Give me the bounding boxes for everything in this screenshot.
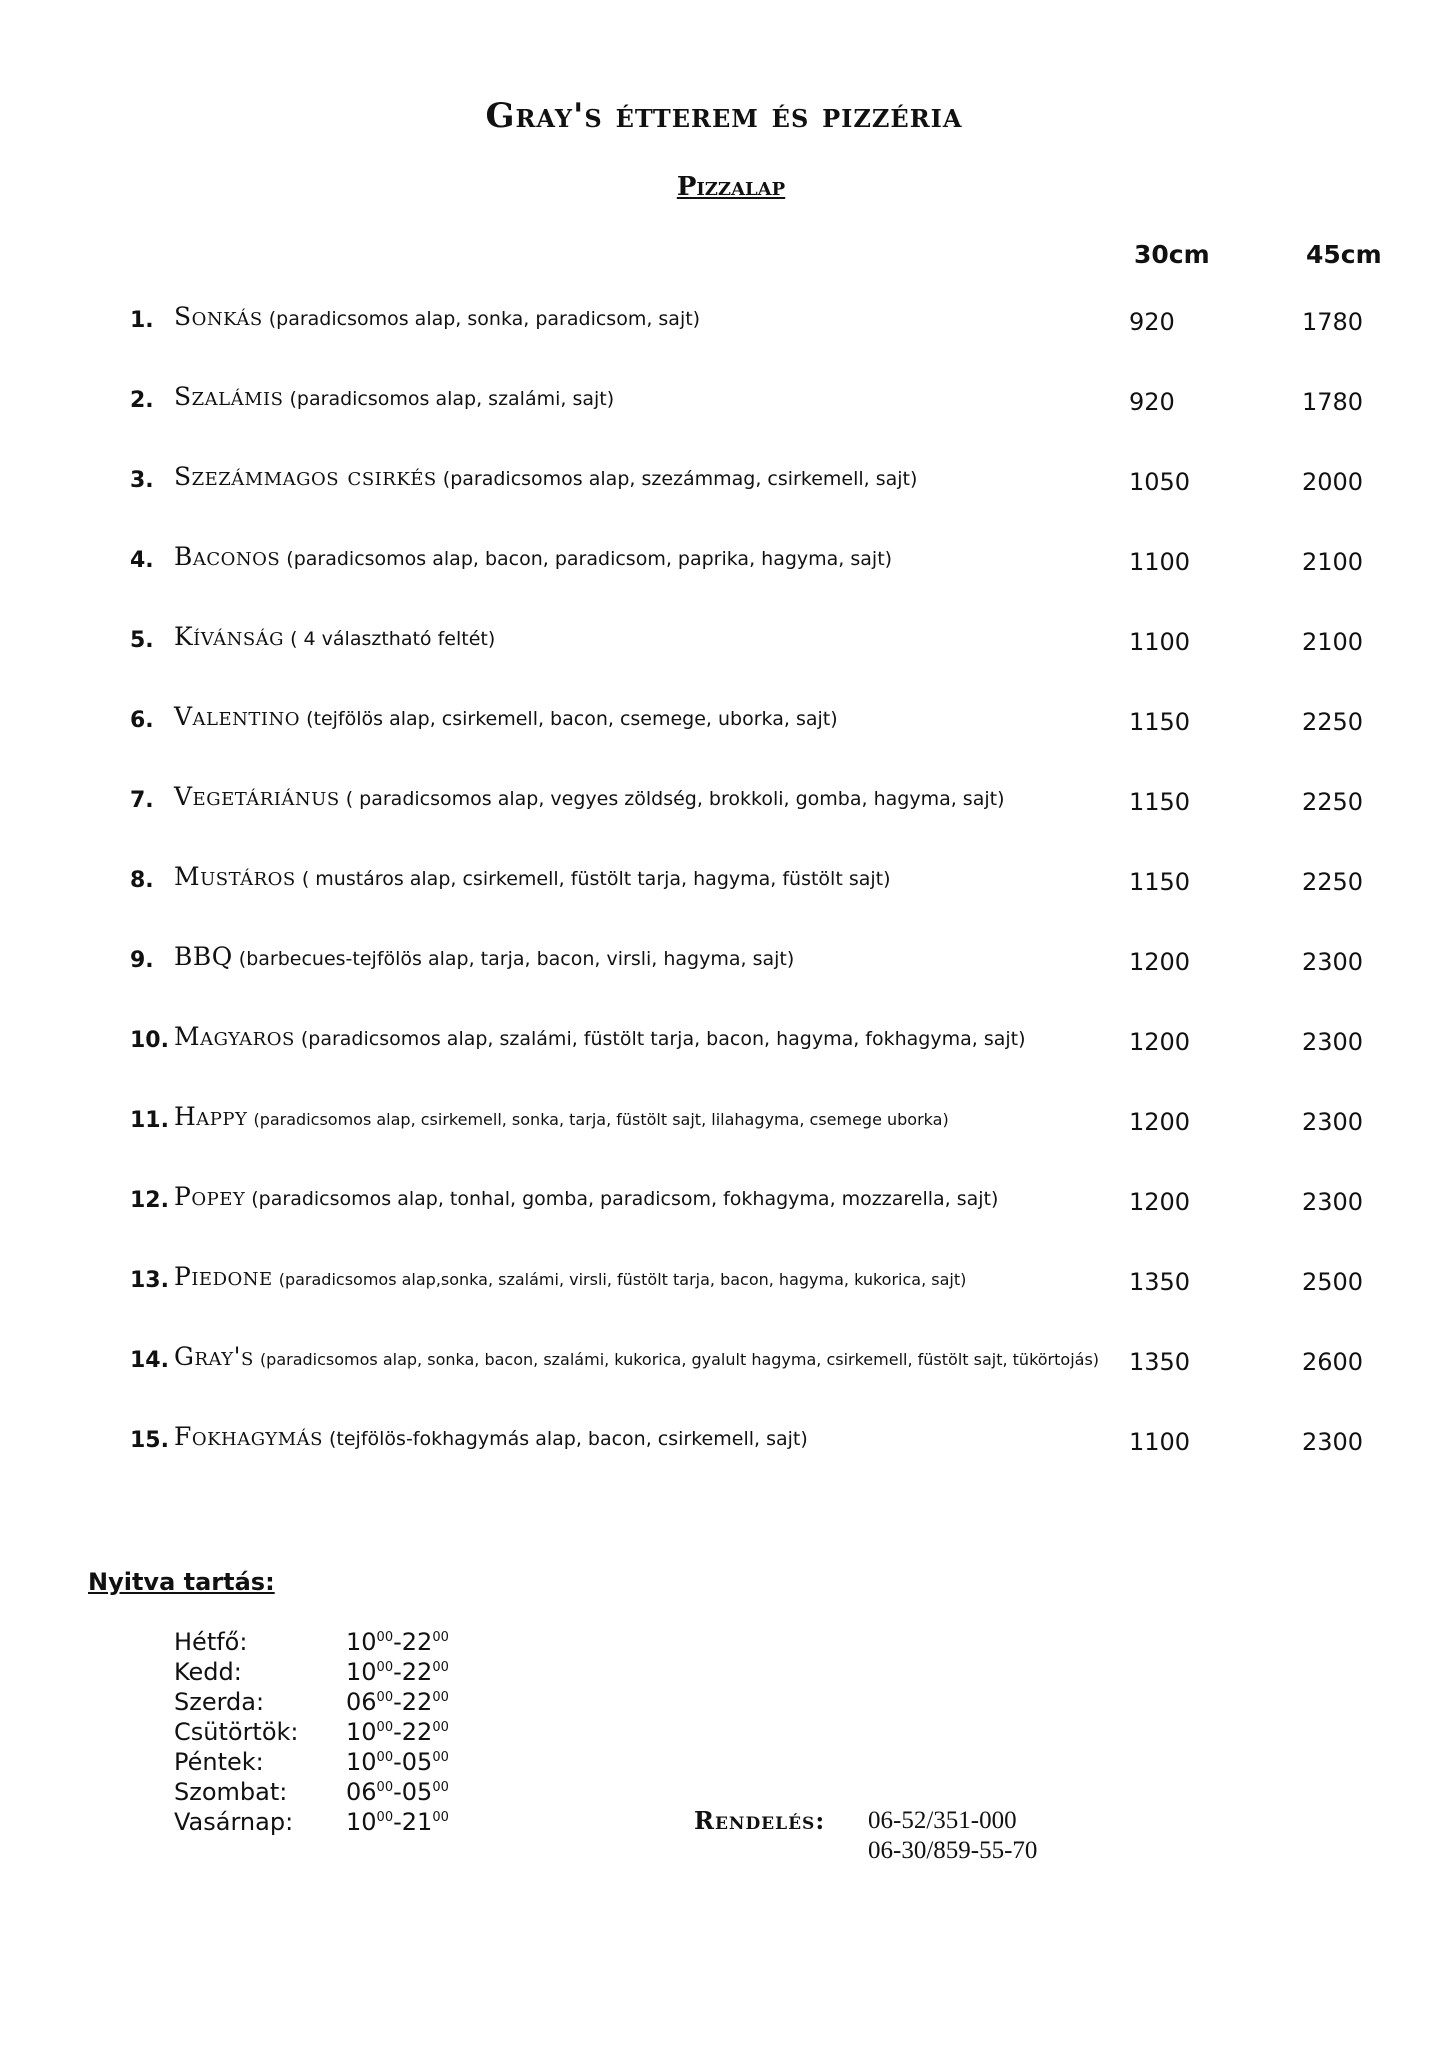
menu-item-description — [174, 1022, 1026, 1051]
column-header-30cm: 30cm — [1134, 240, 1210, 269]
menu-item-name: Szezámmagos csirkés — [174, 462, 437, 491]
menu-item-description — [174, 382, 614, 411]
menu-item-name: Piedone — [174, 1262, 273, 1291]
menu-item-number: 12. — [130, 1188, 169, 1213]
menu-item-name: Valentino — [174, 702, 301, 731]
menu-item-number: 2. — [130, 388, 154, 413]
price-45cm: 1780 — [1302, 388, 1364, 416]
price-30cm: 1150 — [1129, 708, 1191, 736]
close-hour: 22 — [401, 1658, 433, 1686]
menu-item — [0, 460, 1448, 504]
price-45cm: 2100 — [1302, 548, 1364, 576]
price-30cm: 1100 — [1129, 548, 1191, 576]
menu-item — [0, 1100, 1448, 1144]
menu-item-ingredients: (paradicsomos alap, sonka, bacon, szalámi, kukorica, gyalult hagyma, csirkemell, füstölt sajt, tükörtojás) — [259, 1350, 1100, 1369]
hours-range: $06^{00}-22^{00}$ — [346, 1688, 449, 1716]
menu-item-description — [174, 462, 917, 491]
hours-range: $10^{00}-05^{00}$ — [346, 1748, 449, 1776]
close-minute: 00 — [432, 1660, 449, 1675]
open-hour: 06 — [346, 1688, 377, 1716]
menu-item-description — [174, 1422, 808, 1451]
open-minute: 00 — [376, 1750, 394, 1765]
price-30cm: 1200 — [1129, 1108, 1191, 1136]
price-30cm: 1350 — [1129, 1348, 1191, 1376]
hours-range: $10^{00}-22^{00}$ — [346, 1628, 449, 1656]
open-minute: 00 — [376, 1780, 394, 1795]
menu-item-description — [174, 302, 700, 331]
menu-item-name: Gray's — [174, 1342, 254, 1371]
price-45cm: 2250 — [1302, 708, 1364, 736]
menu-item — [0, 1020, 1448, 1064]
menu-item-description — [174, 1262, 966, 1291]
price-30cm: 1200 — [1129, 1188, 1191, 1216]
day-label: Kedd: — [174, 1658, 242, 1686]
menu-item-ingredients: (tejfölös-fokhagymás alap, bacon, csirkemell, sajt) — [329, 1428, 808, 1450]
phone-number: 06-52/351-000 — [868, 1807, 1017, 1834]
menu-item-name: Vegetáriánus — [174, 782, 340, 811]
close-hour: 22 — [401, 1628, 433, 1656]
menu-item-ingredients: (paradicsomos alap,sonka, szalámi, virsli, füstölt tarja, bacon, hagyma, kukorica, sajt) — [278, 1270, 967, 1289]
menu-item-name: Szalámis — [174, 382, 284, 411]
menu-item — [0, 1420, 1448, 1464]
menu-item-ingredients: ( mustáros alap, csirkemell, füstölt tarja, hagyma, füstölt sajt) — [301, 868, 891, 890]
open-hour: 10 — [346, 1808, 377, 1836]
price-45cm: 2300 — [1302, 1428, 1364, 1456]
menu-item-description — [174, 862, 891, 891]
close-minute: 00 — [432, 1720, 449, 1735]
menu-item — [0, 540, 1448, 584]
page-title: Gray's étterem és pizzéria — [485, 96, 963, 136]
order-phones — [868, 1806, 1037, 1866]
close-minute: 00 — [432, 1750, 449, 1765]
menu-item-name: Sonkás — [174, 302, 263, 331]
open-minute: 00 — [376, 1690, 394, 1705]
menu-item-description — [174, 782, 1004, 811]
menu-item-description — [174, 622, 495, 651]
menu-item-number: 3. — [130, 468, 154, 493]
price-30cm: 1150 — [1129, 868, 1191, 896]
menu-item — [0, 620, 1448, 664]
close-minute: 00 — [432, 1630, 449, 1645]
menu-item-number: 14. — [130, 1348, 169, 1373]
menu-item-name: Popey — [174, 1182, 246, 1211]
open-hour: 06 — [346, 1778, 377, 1806]
close-hour: 05 — [401, 1748, 433, 1776]
menu-item — [0, 1180, 1448, 1224]
price-30cm: 1200 — [1129, 1028, 1191, 1056]
day-label: Péntek: — [174, 1748, 264, 1776]
menu-item-name: Kívánság — [174, 622, 285, 651]
close-hour: 05 — [401, 1778, 433, 1806]
close-hour: 22 — [401, 1688, 433, 1716]
menu-item-description — [174, 542, 892, 571]
menu-item-description — [174, 1342, 1099, 1371]
phone-number: 06-30/859-55-70 — [868, 1837, 1038, 1864]
menu-item — [0, 700, 1448, 744]
menu-item-name: Happy — [174, 1102, 248, 1131]
menu-item-number: 6. — [130, 708, 154, 733]
day-label: Szombat: — [174, 1778, 288, 1806]
menu-item-number: 13. — [130, 1268, 169, 1293]
menu-item-description — [174, 942, 794, 971]
menu-item-ingredients: (paradicsomos alap, sonka, paradicsom, sajt) — [268, 308, 701, 330]
price-45cm: 2300 — [1302, 948, 1364, 976]
day-label: Csütörtök: — [174, 1718, 299, 1746]
menu-item — [0, 380, 1448, 424]
menu-item-number: 5. — [130, 628, 154, 653]
close-minute: 00 — [432, 1780, 449, 1795]
menu-item — [0, 1340, 1448, 1384]
opening-hours-title: Nyitva tartás: — [88, 1568, 275, 1596]
open-minute: 00 — [376, 1630, 394, 1645]
menu-item-ingredients: (paradicsomos alap, bacon, paradicsom, paprika, hagyma, sajt) — [286, 548, 893, 570]
price-30cm: 1050 — [1129, 468, 1191, 496]
menu-item-number: 8. — [130, 868, 154, 893]
menu-item — [0, 940, 1448, 984]
menu-item-description — [174, 1182, 998, 1211]
menu-item-name: Fokhagymás — [174, 1422, 323, 1451]
open-minute: 00 — [376, 1660, 394, 1675]
open-minute: 00 — [376, 1810, 394, 1825]
menu-item-number: 4. — [130, 548, 154, 573]
price-45cm: 2250 — [1302, 788, 1364, 816]
price-45cm: 2100 — [1302, 628, 1364, 656]
price-30cm: 1100 — [1129, 1428, 1191, 1456]
menu-item-ingredients: (paradicsomos alap, szalámi, füstölt tarja, bacon, hagyma, fokhagyma, sajt) — [300, 1028, 1026, 1050]
price-45cm: 2000 — [1302, 468, 1364, 496]
price-30cm: 920 — [1129, 308, 1175, 336]
open-hour: 10 — [346, 1748, 377, 1776]
menu-item-number: 7. — [130, 788, 154, 813]
menu-item-name: Baconos — [174, 542, 281, 571]
menu-item — [0, 300, 1448, 344]
open-hour: 10 — [346, 1718, 377, 1746]
hours-range: $06^{00}-05^{00}$ — [346, 1778, 449, 1806]
price-45cm: 2600 — [1302, 1348, 1364, 1376]
menu-item-ingredients: (paradicsomos alap, tonhal, gomba, paradicsom, fokhagyma, mozzarella, sajt) — [251, 1188, 999, 1210]
menu-item-description — [174, 1102, 949, 1131]
hours-range: $10^{00}-22^{00}$ — [346, 1718, 449, 1746]
hours-range: $10^{00}-21^{00}$ — [346, 1808, 449, 1836]
menu-item-description — [174, 702, 838, 731]
price-45cm: 2300 — [1302, 1108, 1364, 1136]
menu-item — [0, 1260, 1448, 1304]
menu-item-ingredients: (tejfölös alap, csirkemell, bacon, csemege, uborka, sajt) — [306, 708, 838, 730]
menu-item-name: BBQ — [174, 942, 233, 971]
menu-item-ingredients: ( 4 választható feltét) — [290, 628, 496, 650]
price-30cm: 1150 — [1129, 788, 1191, 816]
price-45cm: 2300 — [1302, 1188, 1364, 1216]
menu-item-number: 11. — [130, 1108, 169, 1133]
open-hour: 10 — [346, 1658, 377, 1686]
open-minute: 00 — [376, 1720, 394, 1735]
menu-item-name: Mustáros — [174, 862, 296, 891]
menu-item-name: Magyaros — [174, 1022, 295, 1051]
order-label: Rendelés: — [694, 1806, 826, 1835]
menu-item-ingredients: (paradicsomos alap, szalámi, sajt) — [289, 388, 615, 410]
price-30cm: 1200 — [1129, 948, 1191, 976]
close-minute: 00 — [432, 1810, 449, 1825]
menu-item-number: 9. — [130, 948, 154, 973]
day-label: Vasárnap: — [174, 1808, 294, 1836]
close-hour: 22 — [401, 1718, 433, 1746]
price-30cm: 920 — [1129, 388, 1175, 416]
price-45cm: 1780 — [1302, 308, 1364, 336]
day-label: Hétfő: — [174, 1628, 248, 1656]
menu-item-number: 1. — [130, 308, 154, 333]
price-30cm: 1350 — [1129, 1268, 1191, 1296]
price-45cm: 2500 — [1302, 1268, 1364, 1296]
price-45cm: 2300 — [1302, 1028, 1364, 1056]
hours-range: $10^{00}-22^{00}$ — [346, 1658, 449, 1686]
menu-item-ingredients: (barbecues-tejfölös alap, tarja, bacon, virsli, hagyma, sajt) — [238, 948, 795, 970]
menu-item-ingredients: ( paradicsomos alap, vegyes zöldség, brokkoli, gomba, hagyma, sajt) — [345, 788, 1005, 810]
menu-item — [0, 780, 1448, 824]
column-header-45cm: 45cm — [1306, 240, 1382, 269]
section-title: Pizzalap — [676, 172, 786, 202]
price-30cm: 1100 — [1129, 628, 1191, 656]
price-45cm: 2250 — [1302, 868, 1364, 896]
open-hour: 10 — [346, 1628, 377, 1656]
menu-item — [0, 860, 1448, 904]
close-minute: 00 — [432, 1690, 449, 1705]
day-label: Szerda: — [174, 1688, 265, 1716]
menu-item-ingredients: (paradicsomos alap, csirkemell, sonka, tarja, füstölt sajt, lilahagyma, csemege uborka) — [253, 1110, 949, 1129]
menu-item-number: 15. — [130, 1428, 169, 1453]
close-hour: 21 — [401, 1808, 433, 1836]
menu-item-ingredients: (paradicsomos alap, szezámmag, csirkemell, sajt) — [442, 468, 918, 490]
menu-item-number: 10. — [130, 1028, 169, 1053]
